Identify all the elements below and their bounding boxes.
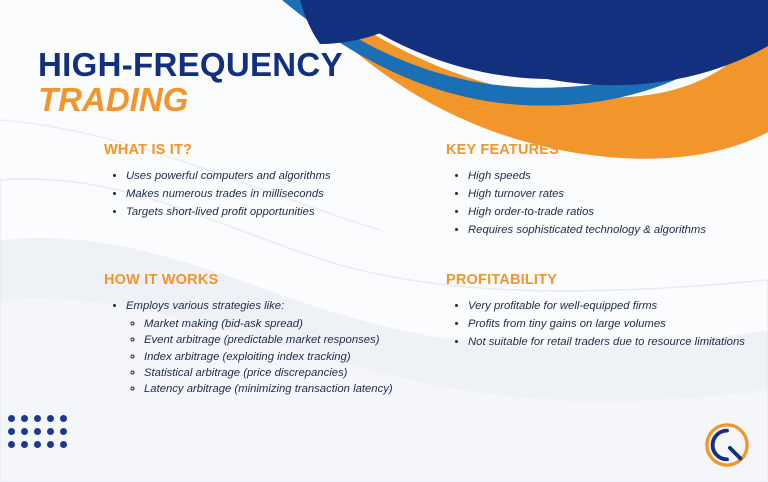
list-item: ◦ Index arbitrage (exploiting index tracking) [144, 349, 414, 365]
section-heading-key-features: KEY FEATURES [446, 142, 560, 158]
dot [47, 441, 54, 448]
dot [8, 441, 15, 448]
dot-grid-decoration [8, 415, 73, 454]
list-item: ◦ Market making (bid-ask spread) [144, 316, 414, 332]
sub-bullet-list-how-it-works [126, 316, 414, 398]
list-item: • Targets short-lived profit opportunities [126, 204, 404, 221]
bullet-list-key-features [446, 168, 746, 239]
dot [34, 428, 41, 435]
dot [21, 415, 28, 422]
list-item: • Profits from tiny gains on large volumes [468, 316, 746, 333]
list-item: • Employs various strategies like: [126, 298, 414, 315]
section-key-features [446, 142, 746, 240]
list-item: • Requires sophisticated technology & algorithms [468, 222, 746, 239]
list-item: • Not suitable for retail traders due to resource limitations [468, 334, 746, 351]
dot [60, 415, 67, 422]
section-heading-profitability: PROFITABILITY [446, 272, 558, 288]
section-how-it-works [104, 272, 414, 398]
dot [34, 415, 41, 422]
dot [21, 428, 28, 435]
dot [34, 441, 41, 448]
list-item: • Very profitable for well-equipped firms [468, 298, 746, 315]
dot [47, 415, 54, 422]
page-title [38, 48, 343, 117]
title-line-1: HIGH-FREQUENCY [38, 46, 343, 83]
circular-q-logo [704, 422, 750, 468]
section-what-is-it [104, 142, 404, 222]
dot [47, 428, 54, 435]
list-item: • High turnover rates [468, 186, 746, 203]
list-item: • High order-to-trade ratios [468, 204, 746, 221]
section-heading-what-is-it: WHAT IS IT? [104, 142, 193, 158]
list-item: ◦ Latency arbitrage (minimizing transaction latency) [144, 381, 414, 397]
dot [8, 415, 15, 422]
list-item: • Makes numerous trades in milliseconds [126, 186, 404, 203]
bullet-list-what-is-it [104, 168, 404, 221]
dot [60, 441, 67, 448]
section-heading-how-it-works: HOW IT WORKS [104, 272, 219, 288]
dot [8, 428, 15, 435]
bullet-list-how-it-works [104, 298, 414, 398]
list-item: • High speeds [468, 168, 746, 185]
title-line-2: TRADING [38, 80, 189, 118]
section-profitability [446, 272, 746, 352]
dot [21, 441, 28, 448]
dot [60, 428, 67, 435]
list-item: ◦ Event arbitrage (predictable market responses) [144, 332, 414, 348]
list-item: ◦ Statistical arbitrage (price discrepancies) [144, 365, 414, 381]
list-item: • Uses powerful computers and algorithms [126, 168, 404, 185]
bullet-list-profitability [446, 298, 746, 351]
